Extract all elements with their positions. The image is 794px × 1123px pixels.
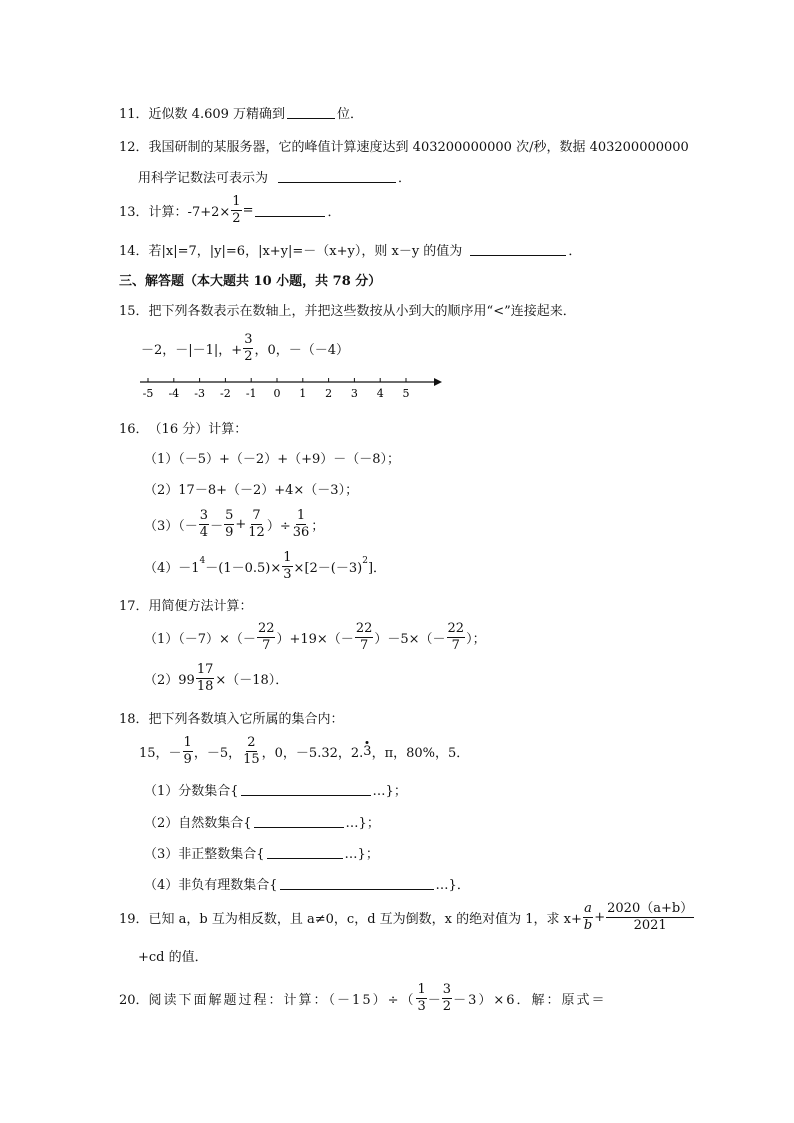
question-text: 用科学记数法可表示为 [138,171,269,186]
repeating-decimal-digit: 3 [363,743,372,759]
question-text: ． [398,171,412,186]
question-number: 14． [119,244,149,259]
axis-tick-label: 5 [402,387,410,400]
question-17-part-2: （2）99 $\frac{17}{18}$ ×（－18）． [144,662,289,694]
number-line[interactable] [140,372,450,402]
question-text: 把下列各数表示在数轴上，并把这些数按从小到大的顺序用“<”连接起来． [148,304,576,319]
question-text: 阅读下面解题过程：计算：（－15）÷（ [148,992,416,1008]
question-number: 20． [119,992,149,1008]
question-19: 19． 已知 a，b 互为相反数，且 a≠0，c，d 互为倒数，x 的绝对值为 1，求 x+ $\frac{a}{b}$ + $\frac{2020(a+b)}{2021}$ [119,901,694,933]
question-number: 13． [119,204,149,220]
answer-blank[interactable] [287,106,335,119]
question-text: 把下列各数填入它所属的集合内： [148,712,344,727]
question-19-cont: +cd 的值． [138,950,208,965]
answer-blank[interactable] [267,846,343,859]
fraction: $\frac{1}{2}$ [232,194,241,226]
question-16-part-3: （3）（－ $\frac{3}{4}$ － $\frac{5}{9}$ + $\frac{7}{12}$ ）÷ $\frac{1}{36}$ ； [144,508,325,540]
question-text: = [242,202,254,218]
answer-blank[interactable] [280,877,434,890]
question-14 [119,240,581,259]
question-18-numbers: 15，－ $\frac{1}{9}$ ，－5， $\frac{2}{15}$ ，0，－5.32，2. 3 ，π，80%，5． [139,735,470,767]
axis-tick-label: -2 [220,387,231,400]
axis-tick-label: 4 [376,387,384,400]
question-number: 12． [119,140,149,155]
question-11 [119,103,363,122]
question-text: 我国研制的某服务器，它的峰值计算速度达到 403200000000 次/秒，数据 403200000000 [148,140,689,155]
set-fractions: （1）分数集合{ …}； [144,784,407,799]
axis-tick-label: 3 [350,387,358,400]
question-15 [119,300,576,319]
set-non-positive-integers: （3）非正整数集合{ …}； [144,847,379,862]
question-20: 20． 阅读下面解题过程：计算：（－15）÷（ $\frac{1}{3}$ － $\frac{3}{2}$ －3）×6．解：原式＝ [119,982,607,1014]
question-16 [119,418,247,437]
answer-blank[interactable] [255,204,325,217]
question-16-part-1: （1）（－5）+（－2）+（+9）－（－8）； [144,452,401,467]
axis-tick-label: -5 [142,387,154,400]
answer-blank[interactable] [241,783,371,796]
question-16-part-2: （2）17－8+（－2）+4×（－3）； [144,483,359,498]
axis-tick-label: 1 [299,387,307,400]
question-text: ． [568,244,582,259]
question-number: 11． [119,107,149,122]
number-line-svg [140,372,450,402]
axis-tick-label: -3 [194,387,205,400]
answer-blank[interactable] [254,815,344,828]
question-text: 若|x|=7，|y|=6，|x+y|=－（x+y），则 x－y 的值为 [148,244,463,259]
question-16-part-4: （4）－1 $^4$ －(1－0.5)× $\frac{1}{3}$ ×[2－(－3) $^2$ ]． [144,550,387,582]
answer-blank[interactable] [470,243,566,256]
question-text: 已知 a，b 互为相反数，且 a≠0，c，d 互为倒数，x 的绝对值为 1，求 x+ [148,911,582,927]
set-non-negative-rationals: （4）非负有理数集合{ …}． [144,878,470,893]
question-12 [119,136,689,155]
question-17-part-1: （1）（－7）×（－ $\frac{22}{7}$ ）+19×（－ $\frac{22}{7}$ ）－5×（－ $\frac{22}{7}$ ）； [144,621,486,653]
set-natural-numbers: （2）自然数集合{ …}； [144,816,380,831]
question-text: 用简便方法计算： [148,599,253,614]
question-12-cont [138,167,411,186]
axis-tick-label: -1 [245,387,257,400]
axis-arrow [434,378,442,386]
question-number: 17． [119,599,149,614]
axis-tick-label: 0 [273,387,281,400]
axis-tick-label: 2 [325,387,333,400]
question-15-numbers: －2，－|－1|，+ $\frac{3}{2}$ ，0，－（－4） [141,332,350,364]
question-number: 16． [119,422,149,437]
question-18 [119,708,344,727]
question-13 [119,195,340,225]
axis-tick-label: -4 [168,387,180,400]
section-heading: 三、解答题（本大题共 10 小题，共 78 分） [119,274,382,289]
question-17 [119,595,253,614]
question-number: 18． [119,712,149,727]
question-text: （16 分）计算： [148,422,248,437]
question-text: 位． [337,107,364,122]
question-text: 计算：-7+2× [148,204,231,220]
answer-blank[interactable] [278,170,396,183]
question-text: ． [327,204,341,220]
question-text: 近似数 4.609 万精确到 [148,107,286,122]
question-number: 15． [119,304,149,319]
fraction: $\frac{3}{2}$ [244,332,253,364]
question-number: 19． [119,911,149,927]
